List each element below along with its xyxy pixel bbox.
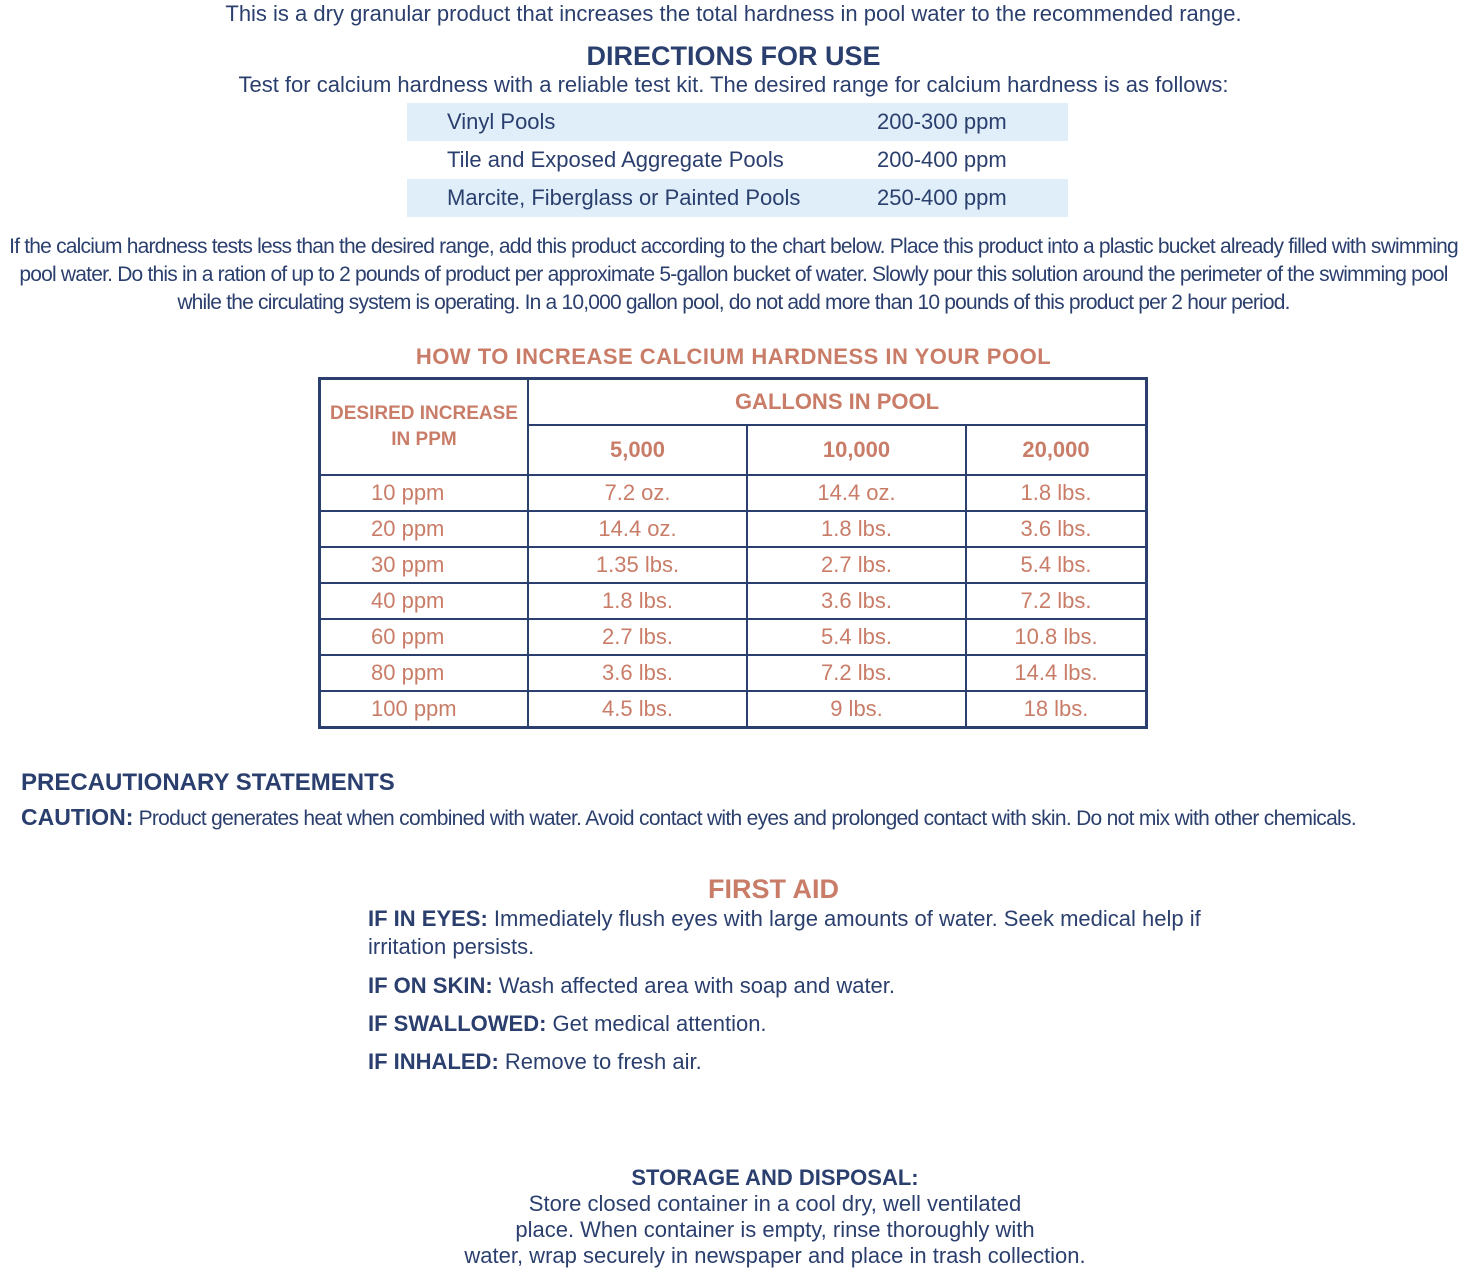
storage-line: place. When container is empty, rinse thoroughly with xyxy=(515,1217,1035,1242)
caution-statement xyxy=(21,802,1356,834)
eyes-text: Immediately flush eyes with large amounts of water. Seek medical help if irritation persists. xyxy=(368,906,1201,959)
gallons-header: GALLONS IN POOL xyxy=(528,379,1147,426)
eyes-label: IF IN EYES: xyxy=(368,906,488,931)
dosage-table xyxy=(318,377,1148,729)
dose-cell: 1.8 lbs. xyxy=(966,475,1147,511)
dose-cell: 3.6 lbs. xyxy=(747,583,966,619)
range-value: 250-400 ppm xyxy=(877,185,1007,210)
ppm-cell: 80 ppm xyxy=(320,655,529,691)
range-row-marcite xyxy=(407,179,1068,217)
table-row xyxy=(320,691,1147,728)
range-value: 200-400 ppm xyxy=(877,147,1007,172)
ppm-cell: 40 ppm xyxy=(320,583,529,619)
table-row xyxy=(320,655,1147,691)
caution-label: CAUTION: xyxy=(21,804,134,830)
first-aid-inhaled xyxy=(368,1048,1208,1076)
column-header: 10,000 xyxy=(747,425,966,475)
dose-cell: 10.8 lbs. xyxy=(966,619,1147,655)
first-aid-swallowed xyxy=(368,1010,1208,1038)
storage-line: water, wrap securely in newspaper and place in trash collection. xyxy=(464,1243,1086,1268)
range-value: 200-300 ppm xyxy=(877,109,1007,134)
first-aid-title: FIRST AID xyxy=(708,874,839,904)
table-row xyxy=(320,619,1147,655)
storage-title: STORAGE AND DISPOSAL: xyxy=(631,1165,919,1190)
table-row xyxy=(320,547,1147,583)
first-aid-skin xyxy=(368,972,1208,1000)
dose-cell: 3.6 lbs. xyxy=(528,655,747,691)
caution-text: Product generates heat when combined with water. Avoid contact with eyes and prolonged contact with skin. Do not mix with other chemicals. xyxy=(133,807,1356,830)
ppm-cell: 60 ppm xyxy=(320,619,529,655)
dose-cell: 14.4 lbs. xyxy=(966,655,1147,691)
ppm-cell: 30 ppm xyxy=(320,547,529,583)
hardness-range-table xyxy=(407,103,1068,217)
range-row-vinyl xyxy=(407,103,1068,141)
dose-cell: 1.8 lbs. xyxy=(528,583,747,619)
directions-title: DIRECTIONS FOR USE xyxy=(586,41,881,71)
dose-cell: 7.2 oz. xyxy=(528,475,747,511)
directions-subtitle: Test for calcium hardness with a reliable test kit. The desired range for calcium hardness is as follows: xyxy=(238,72,1229,97)
precautionary-title: PRECAUTIONARY STATEMENTS xyxy=(21,769,395,796)
instructions-paragraph: If the calcium hardness tests less than the desired range, add this product according to the chart below. Place this product into a plastic bucket already filled with swimming pool water. Do this in a ration of up to 2 pounds of product per approximate 5-gallon bucket of water. Slowly pour this solution around the perimeter of the swimming pool while the circulating system is operating. In a 10,000 gallon pool, do not add more than 10 pounds of this product per 2 hour period. xyxy=(9,235,1458,314)
dose-cell: 5.4 lbs. xyxy=(966,547,1147,583)
dose-cell: 5.4 lbs. xyxy=(747,619,966,655)
swallowed-label: IF SWALLOWED: xyxy=(368,1011,547,1036)
dose-cell: 18 lbs. xyxy=(966,691,1147,728)
desired-increase-header: DESIRED INCREASE IN PPM xyxy=(320,379,529,476)
table-row xyxy=(320,511,1147,547)
range-pool-name: Vinyl Pools xyxy=(447,109,556,134)
ppm-cell: 20 ppm xyxy=(320,511,529,547)
storage-text xyxy=(0,1191,1467,1269)
dose-cell: 9 lbs. xyxy=(747,691,966,728)
dosage-chart-title: HOW TO INCREASE CALCIUM HARDNESS IN YOUR POOL xyxy=(415,344,1052,369)
dose-cell: 1.35 lbs. xyxy=(528,547,747,583)
column-header: 20,000 xyxy=(966,425,1147,475)
range-pool-name: Tile and Exposed Aggregate Pools xyxy=(447,147,784,172)
table-row xyxy=(320,475,1147,511)
intro-text: This is a dry granular product that increases the total hardness in pool water to the recommended range. xyxy=(225,1,1242,26)
first-aid-eyes xyxy=(368,905,1208,961)
dose-cell: 7.2 lbs. xyxy=(747,655,966,691)
dose-cell: 14.4 oz. xyxy=(528,511,747,547)
ppm-cell: 100 ppm xyxy=(320,691,529,728)
dose-cell: 7.2 lbs. xyxy=(966,583,1147,619)
dose-cell: 2.7 lbs. xyxy=(747,547,966,583)
dose-cell: 3.6 lbs. xyxy=(966,511,1147,547)
ppm-cell: 10 ppm xyxy=(320,475,529,511)
range-row-tile xyxy=(407,141,1068,179)
swallowed-text: Get medical attention. xyxy=(546,1011,767,1036)
inhaled-label: IF INHALED: xyxy=(368,1049,499,1074)
table-row xyxy=(320,583,1147,619)
dose-cell: 2.7 lbs. xyxy=(528,619,747,655)
dose-cell: 14.4 oz. xyxy=(747,475,966,511)
column-header: 5,000 xyxy=(528,425,747,475)
dose-cell: 4.5 lbs. xyxy=(528,691,747,728)
skin-text: Wash affected area with soap and water. xyxy=(492,973,896,998)
inhaled-text: Remove to fresh air. xyxy=(498,1049,702,1074)
dose-cell: 1.8 lbs. xyxy=(747,511,966,547)
skin-label: IF ON SKIN: xyxy=(368,973,493,998)
range-pool-name: Marcite, Fiberglass or Painted Pools xyxy=(447,185,801,210)
storage-line: Store closed container in a cool dry, well ventilated xyxy=(528,1191,1022,1216)
